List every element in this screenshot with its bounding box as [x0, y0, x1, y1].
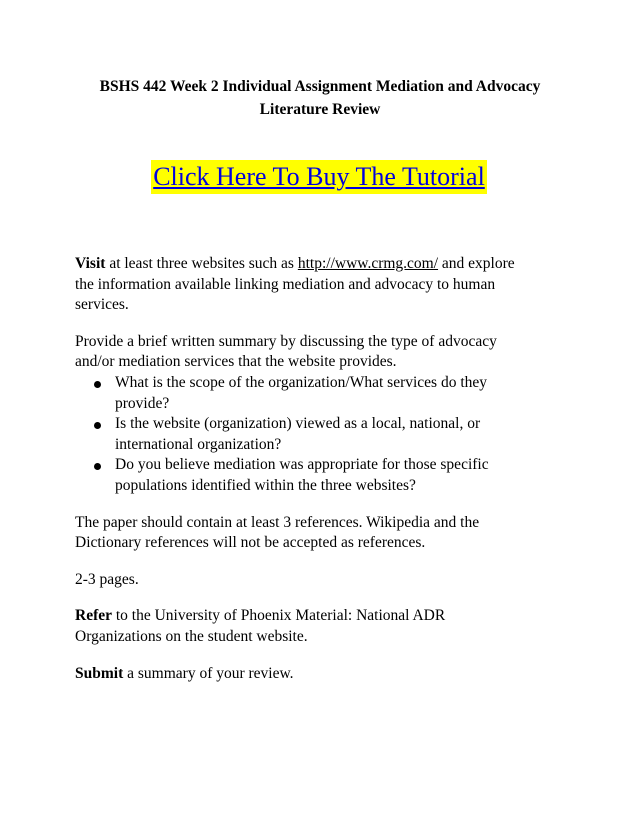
refer-line-1: [75, 606, 575, 627]
visit-line-1: [75, 254, 575, 275]
refer-paragraph: [75, 606, 575, 647]
list-item: [75, 373, 575, 414]
bullet-3-line-1: Do you believe mediation was appropriate for those specific: [115, 456, 489, 474]
bullet-icon: [94, 422, 101, 429]
list-item: [75, 414, 575, 455]
bullet-2-line-2: international organization?: [115, 435, 282, 453]
refer-text-1: to the University of Phoenix Material: National ADR: [112, 607, 446, 625]
visit-paragraph: [75, 254, 575, 316]
list-item: [75, 455, 575, 496]
submit-line: [75, 664, 575, 685]
pages-paragraph: [75, 570, 575, 591]
cta-container: [0, 160, 638, 194]
references-paragraph: [75, 513, 575, 554]
visit-text-1: at least three websites such as: [105, 255, 298, 272]
summary-paragraph: [75, 332, 575, 373]
question-list: [75, 373, 575, 497]
submit-paragraph: [75, 664, 575, 685]
document-title: [60, 75, 580, 121]
bullet-1-line-2: provide?: [115, 394, 170, 412]
visit-bold: Visit: [75, 255, 106, 272]
visit-line-3: services.: [75, 296, 129, 314]
submit-bold: Submit: [75, 664, 124, 682]
crmg-link[interactable]: http://www.crmg.com/: [297, 255, 439, 272]
buy-tutorial-link[interactable]: Click Here To Buy The Tutorial: [151, 160, 487, 194]
title-line-2: Literature Review: [259, 101, 381, 118]
title-line-1: BSHS 442 Week 2 Individual Assignment Mediation and Advocacy: [99, 78, 541, 95]
bullet-1-line-1: What is the scope of the organization/What services do they: [115, 373, 488, 391]
pages-text: 2-3 pages.: [75, 570, 139, 588]
refer-line-2: Organizations on the student website.: [75, 627, 308, 645]
bullet-3-line-2: populations identified within the three websites?: [115, 476, 416, 494]
visit-line-2: the information available linking mediation and advocacy to human: [75, 275, 496, 293]
bullet-icon: [94, 463, 101, 470]
refer-bold: Refer: [75, 607, 112, 625]
references-line-2: Dictionary references will not be accepted as references.: [75, 534, 426, 552]
summary-line-2: and/or mediation services that the website provides.: [75, 353, 397, 371]
bullet-2-line-1: Is the website (organization) viewed as a local, national, or: [115, 415, 481, 433]
submit-text: a summary of your review.: [123, 664, 294, 682]
summary-line-1: Provide a brief written summary by discussing the type of advocacy: [75, 332, 497, 350]
document-body: [75, 254, 575, 700]
visit-text-2: and explore: [438, 255, 515, 272]
bullet-icon: [94, 381, 101, 388]
references-line-1: The paper should contain at least 3 references. Wikipedia and the: [75, 513, 480, 531]
